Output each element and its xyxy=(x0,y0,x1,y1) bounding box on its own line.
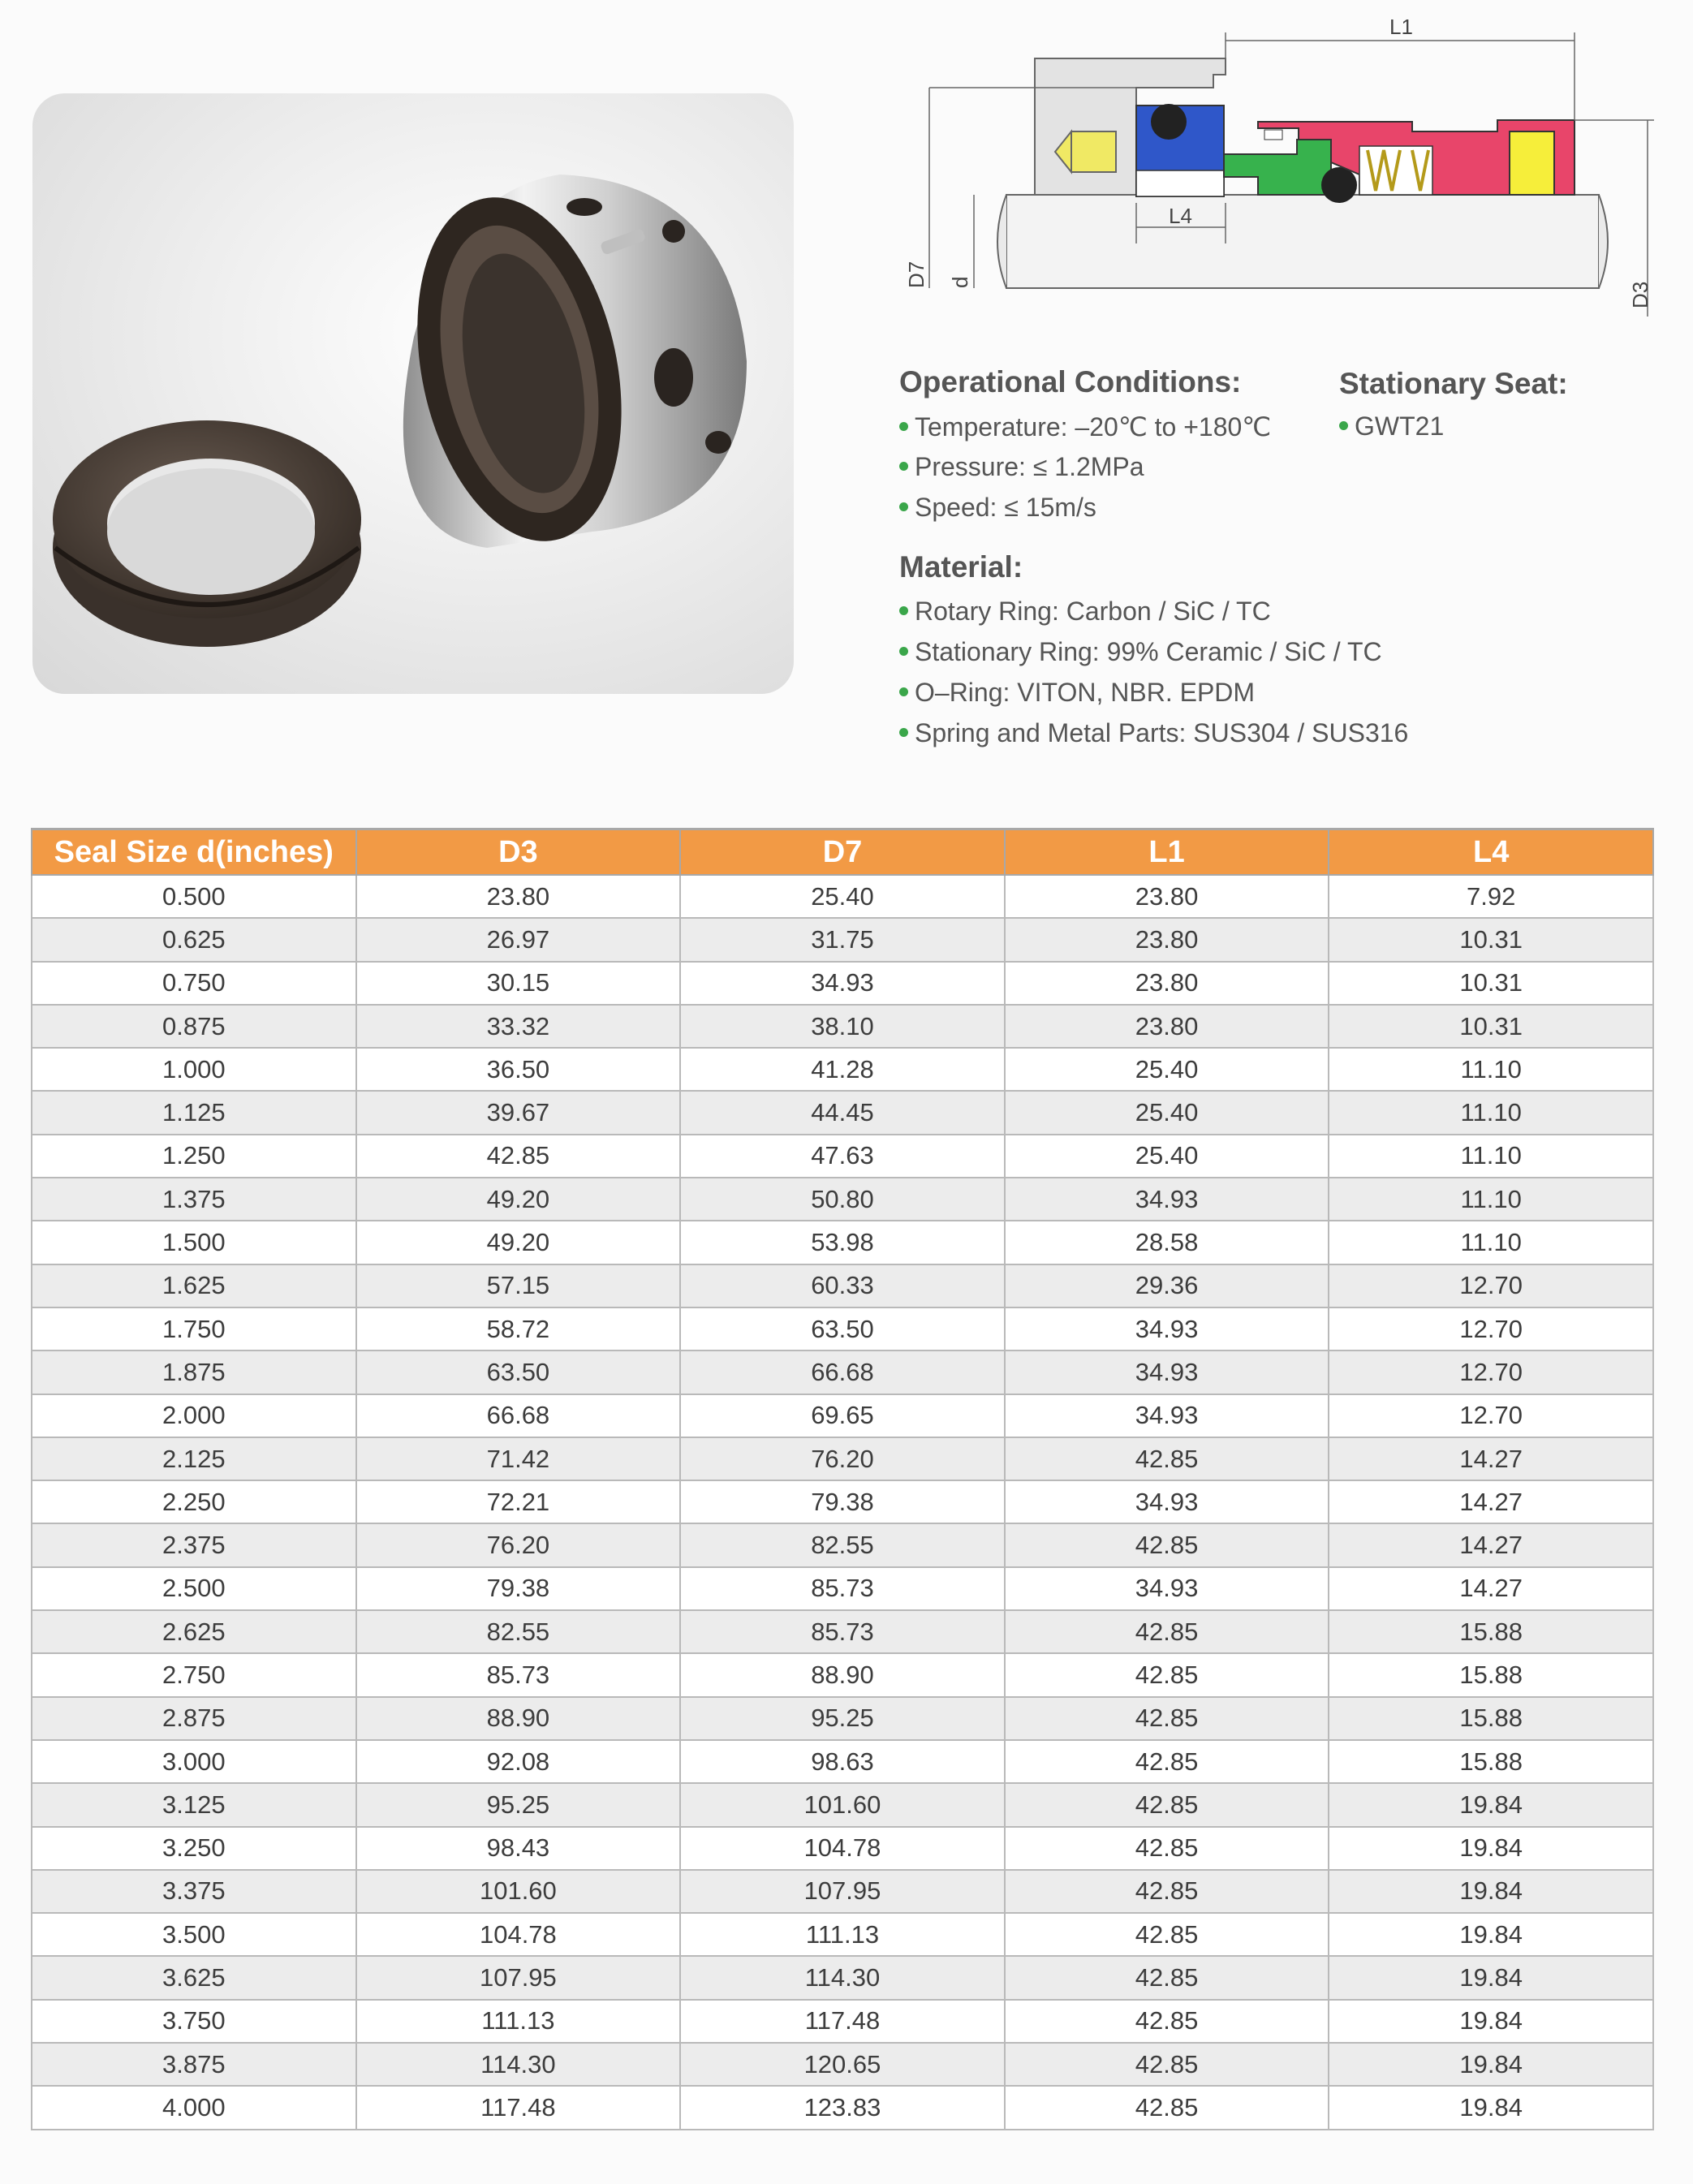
table-cell: 19.84 xyxy=(1329,2043,1653,2086)
seal-cross-section-diagram xyxy=(893,8,1672,333)
table-cell: 1.000 xyxy=(32,1048,356,1091)
table-cell: 2.000 xyxy=(32,1394,356,1437)
table-cell: 123.83 xyxy=(680,2086,1005,2129)
table-row xyxy=(32,1135,1653,1178)
table-cell: 26.97 xyxy=(356,918,681,961)
table-cell: 104.78 xyxy=(356,1913,681,1956)
table-cell: 98.43 xyxy=(356,1827,681,1870)
table-cell: 101.60 xyxy=(680,1783,1005,1826)
table-row xyxy=(32,1913,1653,1956)
table-cell: 29.36 xyxy=(1005,1264,1329,1307)
table-row xyxy=(32,1567,1653,1610)
table-row xyxy=(32,1394,1653,1437)
table-cell: 11.10 xyxy=(1329,1135,1653,1178)
table-cell: 15.88 xyxy=(1329,1653,1653,1696)
table-cell: 76.20 xyxy=(680,1437,1005,1480)
table-row xyxy=(32,1870,1653,1913)
column-header: Seal Size d(inches) xyxy=(32,829,356,876)
table-cell: 111.13 xyxy=(680,1913,1005,1956)
table-cell: 1.500 xyxy=(32,1221,356,1264)
table-cell: 14.27 xyxy=(1329,1523,1653,1566)
table-cell: 12.70 xyxy=(1329,1264,1653,1307)
table-row xyxy=(32,918,1653,961)
material-item: Stationary Ring: 99% Ceramic / SiC / TC xyxy=(899,637,1382,667)
table-cell: 34.93 xyxy=(1005,1394,1329,1437)
table-cell: 11.10 xyxy=(1329,1178,1653,1221)
table-cell: 3.375 xyxy=(32,1870,356,1913)
table-cell: 14.27 xyxy=(1329,1437,1653,1480)
table-cell: 11.10 xyxy=(1329,1091,1653,1134)
table-cell: 42.85 xyxy=(1005,1956,1329,1999)
table-cell: 107.95 xyxy=(680,1870,1005,1913)
table-cell: 104.78 xyxy=(680,1827,1005,1870)
table-cell: 10.31 xyxy=(1329,962,1653,1005)
table-cell: 42.85 xyxy=(1005,1870,1329,1913)
dim-label-l1: L1 xyxy=(1389,15,1413,39)
table-cell: 42.85 xyxy=(1005,1697,1329,1740)
table-cell: 19.84 xyxy=(1329,2000,1653,2043)
table-cell: 85.73 xyxy=(680,1610,1005,1653)
table-cell: 71.42 xyxy=(356,1437,681,1480)
table-cell: 42.85 xyxy=(1005,1913,1329,1956)
table-cell: 1.750 xyxy=(32,1307,356,1350)
table-cell: 3.000 xyxy=(32,1740,356,1783)
table-cell: 107.95 xyxy=(356,1956,681,1999)
table-row xyxy=(32,1523,1653,1566)
table-row xyxy=(32,1264,1653,1307)
table-cell: 34.93 xyxy=(680,962,1005,1005)
table-cell: 23.80 xyxy=(1005,918,1329,961)
table-cell: 10.31 xyxy=(1329,918,1653,961)
table-cell: 28.58 xyxy=(1005,1221,1329,1264)
table-cell: 42.85 xyxy=(1005,1783,1329,1826)
table-cell: 82.55 xyxy=(680,1523,1005,1566)
table-cell: 42.85 xyxy=(1005,1827,1329,1870)
table-row xyxy=(32,1048,1653,1091)
table-cell: 3.875 xyxy=(32,2043,356,2086)
table-cell: 23.80 xyxy=(356,875,681,918)
table-cell: 30.15 xyxy=(356,962,681,1005)
table-cell: 88.90 xyxy=(680,1653,1005,1696)
table-cell: 95.25 xyxy=(680,1697,1005,1740)
table-cell: 53.98 xyxy=(680,1221,1005,1264)
table-cell: 19.84 xyxy=(1329,1827,1653,1870)
table-cell: 19.84 xyxy=(1329,1870,1653,1913)
table-row xyxy=(32,2086,1653,2129)
table-cell: 2.125 xyxy=(32,1437,356,1480)
table-cell: 2.375 xyxy=(32,1523,356,1566)
material-item: Rotary Ring: Carbon / SiC / TC xyxy=(899,597,1271,627)
table-cell: 49.20 xyxy=(356,1221,681,1264)
dim-label-l4: L4 xyxy=(1169,204,1192,228)
rotary-seal-image xyxy=(388,174,747,560)
column-header: L1 xyxy=(1005,829,1329,876)
table-cell: 12.70 xyxy=(1329,1350,1653,1394)
table-cell: 42.85 xyxy=(356,1135,681,1178)
table-row xyxy=(32,875,1653,918)
table-cell: 95.25 xyxy=(356,1783,681,1826)
table-cell: 25.40 xyxy=(1005,1135,1329,1178)
dim-label-d: d xyxy=(948,276,972,288)
table-cell: 49.20 xyxy=(356,1178,681,1221)
table-cell: 1.250 xyxy=(32,1135,356,1178)
dim-label-d3: D3 xyxy=(1628,281,1652,308)
table-cell: 42.85 xyxy=(1005,1653,1329,1696)
column-header: L4 xyxy=(1329,829,1653,876)
shaft xyxy=(997,195,1608,288)
table-cell: 4.000 xyxy=(32,2086,356,2129)
bullet-icon xyxy=(899,462,908,471)
table-cell: 82.55 xyxy=(356,1610,681,1653)
table-cell: 31.75 xyxy=(680,918,1005,961)
product-photo xyxy=(32,93,794,694)
table-cell: 2.500 xyxy=(32,1567,356,1610)
table-cell: 25.40 xyxy=(680,875,1005,918)
table-row xyxy=(32,1740,1653,1783)
table-cell: 2.625 xyxy=(32,1610,356,1653)
operational-item: Pressure: ≤ 1.2MPa xyxy=(899,452,1144,482)
table-row xyxy=(32,1610,1653,1653)
bullet-icon xyxy=(899,687,908,696)
table-cell: 3.250 xyxy=(32,1827,356,1870)
table-row xyxy=(32,2000,1653,2043)
operational-item: Speed: ≤ 15m/s xyxy=(899,493,1096,523)
table-cell: 39.67 xyxy=(356,1091,681,1134)
table-cell: 114.30 xyxy=(680,1956,1005,1999)
table-cell: 19.84 xyxy=(1329,1956,1653,1999)
table-row xyxy=(32,1307,1653,1350)
table-cell: 19.84 xyxy=(1329,1913,1653,1956)
table-cell: 72.21 xyxy=(356,1480,681,1523)
table-cell: 98.63 xyxy=(680,1740,1005,1783)
stationary-ring xyxy=(1136,104,1224,196)
table-cell: 23.80 xyxy=(1005,1005,1329,1048)
table-cell: 1.375 xyxy=(32,1178,356,1221)
table-cell: 7.92 xyxy=(1329,875,1653,918)
table-row xyxy=(32,1697,1653,1740)
table-cell: 3.750 xyxy=(32,2000,356,2043)
table-cell: 0.500 xyxy=(32,875,356,918)
table-cell: 63.50 xyxy=(680,1307,1005,1350)
table-cell: 38.10 xyxy=(680,1005,1005,1048)
table-cell: 34.93 xyxy=(1005,1307,1329,1350)
table-body xyxy=(32,875,1653,2130)
table-cell: 12.70 xyxy=(1329,1394,1653,1437)
table-cell: 114.30 xyxy=(356,2043,681,2086)
table-cell: 42.85 xyxy=(1005,1740,1329,1783)
table-cell: 42.85 xyxy=(1005,1437,1329,1480)
table-cell: 42.85 xyxy=(1005,1610,1329,1653)
table-cell: 14.27 xyxy=(1329,1567,1653,1610)
table-cell: 42.85 xyxy=(1005,2086,1329,2129)
material-item: O–Ring: VITON, NBR. EPDM xyxy=(899,678,1255,708)
table-header-row xyxy=(32,829,1653,876)
table-row xyxy=(32,1091,1653,1134)
table-cell: 15.88 xyxy=(1329,1740,1653,1783)
table-cell: 47.63 xyxy=(680,1135,1005,1178)
table-cell: 3.125 xyxy=(32,1783,356,1826)
table-cell: 69.65 xyxy=(680,1394,1005,1437)
stationary-item: GWT21 xyxy=(1339,411,1444,442)
table-cell: 101.60 xyxy=(356,1870,681,1913)
table-cell: 42.85 xyxy=(1005,2043,1329,2086)
table-cell: 117.48 xyxy=(356,2086,681,2129)
table-row xyxy=(32,1350,1653,1394)
table-cell: 85.73 xyxy=(680,1567,1005,1610)
table-cell: 34.93 xyxy=(1005,1350,1329,1394)
table-cell: 58.72 xyxy=(356,1307,681,1350)
table-row xyxy=(32,962,1653,1005)
table-cell: 2.875 xyxy=(32,1697,356,1740)
table-cell: 36.50 xyxy=(356,1048,681,1091)
table-cell: 0.875 xyxy=(32,1005,356,1048)
table-cell: 117.48 xyxy=(680,2000,1005,2043)
table-cell: 19.84 xyxy=(1329,1783,1653,1826)
table-cell: 42.85 xyxy=(1005,1523,1329,1566)
table-cell: 63.50 xyxy=(356,1350,681,1394)
table-cell: 15.88 xyxy=(1329,1697,1653,1740)
table-cell: 66.68 xyxy=(680,1350,1005,1394)
table-cell: 66.68 xyxy=(356,1394,681,1437)
column-header: D3 xyxy=(356,829,681,876)
table-cell: 2.250 xyxy=(32,1480,356,1523)
table-cell: 12.70 xyxy=(1329,1307,1653,1350)
table-cell: 79.38 xyxy=(356,1567,681,1610)
table-cell: 23.80 xyxy=(1005,962,1329,1005)
table-cell: 41.28 xyxy=(680,1048,1005,1091)
table-cell: 14.27 xyxy=(1329,1480,1653,1523)
table-cell: 11.10 xyxy=(1329,1048,1653,1091)
table-cell: 15.88 xyxy=(1329,1610,1653,1653)
operational-item: Temperature: –20℃ to +180℃ xyxy=(899,411,1271,442)
bullet-icon xyxy=(899,647,908,656)
table-row xyxy=(32,1437,1653,1480)
table-row xyxy=(32,1827,1653,1870)
table-row xyxy=(32,1221,1653,1264)
table-cell: 79.38 xyxy=(680,1480,1005,1523)
table-cell: 33.32 xyxy=(356,1005,681,1048)
table-row xyxy=(32,1653,1653,1696)
table-cell: 11.10 xyxy=(1329,1221,1653,1264)
table-row xyxy=(32,1956,1653,1999)
table-cell: 0.750 xyxy=(32,962,356,1005)
table-cell: 50.80 xyxy=(680,1178,1005,1221)
table-cell: 92.08 xyxy=(356,1740,681,1783)
table-cell: 3.500 xyxy=(32,1913,356,1956)
column-header: D7 xyxy=(680,829,1005,876)
operational-conditions-heading: Operational Conditions: xyxy=(899,365,1242,398)
table-cell: 25.40 xyxy=(1005,1048,1329,1091)
table-cell: 57.15 xyxy=(356,1264,681,1307)
table-cell: 44.45 xyxy=(680,1091,1005,1134)
table-cell: 10.31 xyxy=(1329,1005,1653,1048)
table-cell: 85.73 xyxy=(356,1653,681,1696)
table-cell: 111.13 xyxy=(356,2000,681,2043)
table-cell: 0.625 xyxy=(32,918,356,961)
table-cell: 88.90 xyxy=(356,1697,681,1740)
table-cell: 1.875 xyxy=(32,1350,356,1394)
table-cell: 3.625 xyxy=(32,1956,356,1999)
bullet-icon xyxy=(899,606,908,615)
table-cell: 23.80 xyxy=(1005,875,1329,918)
table-cell: 2.750 xyxy=(32,1653,356,1696)
material-item: Spring and Metal Parts: SUS304 / SUS316 xyxy=(899,718,1408,748)
table-cell: 1.125 xyxy=(32,1091,356,1134)
table-cell: 120.65 xyxy=(680,2043,1005,2086)
table-cell: 34.93 xyxy=(1005,1178,1329,1221)
bullet-icon xyxy=(899,728,908,737)
bullet-icon xyxy=(899,422,908,431)
bullet-icon xyxy=(899,502,908,511)
table-row xyxy=(32,1783,1653,1826)
table-cell: 1.625 xyxy=(32,1264,356,1307)
material-heading: Material: xyxy=(899,550,1023,584)
table-cell: 42.85 xyxy=(1005,2000,1329,2043)
table-row xyxy=(32,1005,1653,1048)
dim-label-d7: D7 xyxy=(904,261,928,288)
dimension-table xyxy=(31,828,1654,2130)
table-row xyxy=(32,1480,1653,1523)
stationary-seat-image xyxy=(53,420,361,647)
bullet-icon xyxy=(1339,421,1348,430)
table-cell: 34.93 xyxy=(1005,1567,1329,1610)
table-cell: 34.93 xyxy=(1005,1480,1329,1523)
table-cell: 60.33 xyxy=(680,1264,1005,1307)
table-cell: 19.84 xyxy=(1329,2086,1653,2129)
table-cell: 25.40 xyxy=(1005,1091,1329,1134)
stationary-seat-heading: Stationary Seat: xyxy=(1339,367,1568,400)
table-cell: 76.20 xyxy=(356,1523,681,1566)
table-row xyxy=(32,1178,1653,1221)
table-row xyxy=(32,2043,1653,2086)
